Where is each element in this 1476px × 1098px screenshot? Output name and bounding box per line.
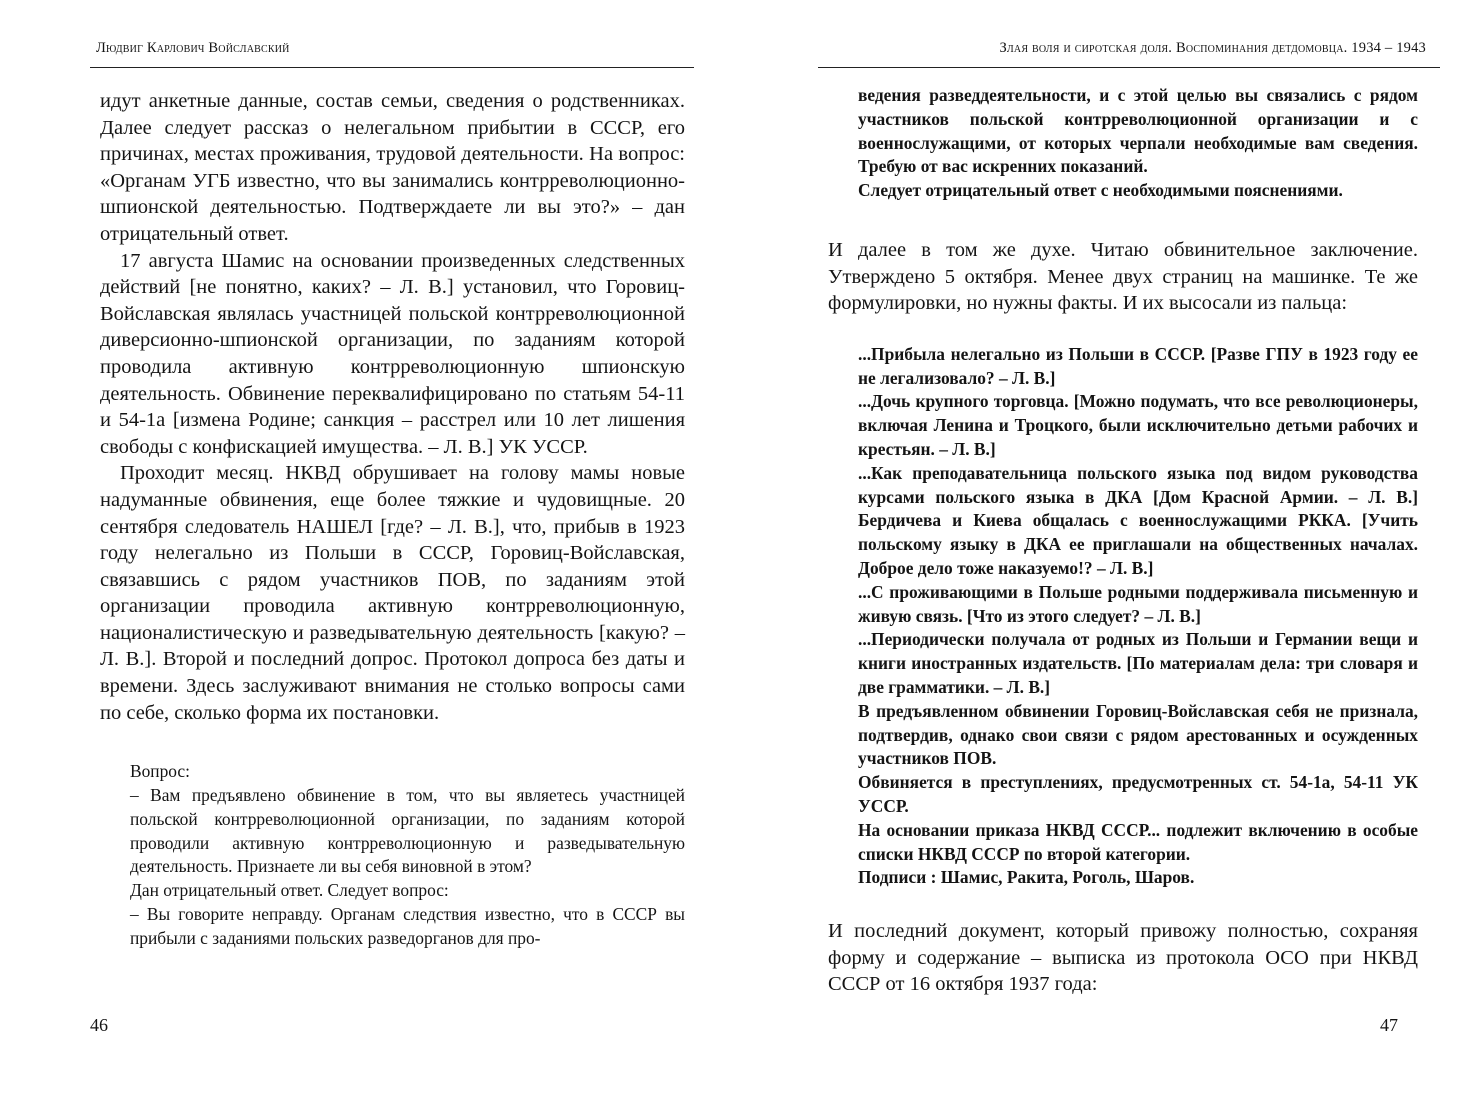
paragraph: 17 августа Шамис на основании произведенных следственных действий [не понятно, каких? – Л. В.] установил, что Горовиц-Войславская являлась участницей польской контрреволюционной диверсионно-шпионской организации, по заданиям которой проводила активную контрреволюционную шпионскую деятельность. Обвинение переквалифицировано по статьям 54-11 и 54-1а [измена Родине; санкция – расстрел или 10 лет лишения свободы с конфискацией имущества. – Л. В.] УК УССР. xyxy=(100,249,685,458)
paragraph: И далее в том же духе. Читаю обвинительное заключение. Утверждено 5 октября. Менее двух страниц на машинке. Те же формулировки, но нужны факты. И их высосали из пальца: xyxy=(828,238,1418,315)
header-rule xyxy=(90,67,694,68)
running-head-author: Людвиг Карлович Войславский xyxy=(96,40,290,56)
quote-line: ...Периодически получала от родных из Польши и Германии вещи и книги иностранных издательств. [По материалам дела: три словаря и две грамматики. – Л. В.] xyxy=(858,629,1418,697)
right-text-column xyxy=(828,84,1418,998)
quote-line: – Вы говорите неправду. Органам следствия известно, что в СССР вы прибыли с заданиями польских разведорганов для про- xyxy=(130,904,685,948)
page-number: 46 xyxy=(90,1015,108,1035)
quote-line: Обвиняется в преступлениях, предусмотренных ст. 54-1а, 54-11 УК УССР. xyxy=(858,772,1418,816)
quote-line: ...Как преподавательница польского языка под видом руководства курсами польского языка в ДКА [Дом Красной Армии. – Л. В.] Бердичева и Киева общалась с военнослужащими РККА. [Учить польскому языку в ДКА ее приглашали на общественных началах. Доброе дело тоже наказуемо!? – Л. В.] xyxy=(858,462,1418,578)
interrogation-quote xyxy=(130,760,685,950)
running-head-title: Злая воля и сиротская доля. Воспоминания детдомовца. 1934 – 1943 xyxy=(999,40,1426,56)
quote-line: На основании приказа НКВД СССР... подлежит включению в особые списки НКВД СССР по второй категории. xyxy=(858,819,1418,864)
quote-line: ...С проживающими в Польше родными поддерживала письменную и живую связь. [Что из этого следует? – Л. В.] xyxy=(858,581,1418,626)
quote-line: ведения разведдеятельности, и с этой целью вы связались с рядом участников польской контрреволюционной организации и с военнослужащими, от которых черпали необходимые вам сведения. Требую от вас искренних показаний. xyxy=(858,85,1418,177)
quote-line: В предъявленном обвинении Горовиц-Войславская себя не признала, подтвердив, однако свои связи с рядом арестованных и осужденных участников ПОВ. xyxy=(858,700,1418,769)
quote-line: – Вам предъявлено обвинение в том, что вы являетесь участницей польской контрреволюционной организации, по заданиям которой проводили активную контрреволюционную и разведывательную деятельность. Признаете ли вы себя виновной в этом? xyxy=(130,785,685,877)
quote-line: Подписи : Шамис, Ракита, Роголь, Шаров. xyxy=(858,867,1195,888)
page-number: 47 xyxy=(1380,1015,1398,1035)
left-text-column xyxy=(100,88,685,951)
quote-line: Вопрос: xyxy=(130,761,190,782)
header-rule xyxy=(818,67,1440,68)
paragraph: идут анкетные данные, состав семьи, сведения о родственниках. Далее следует рассказ о нелегальном прибытии в СССР, его причинах, местах проживания, трудовой деятельности. На вопрос: «Органам УГБ известно, что вы занимались контрреволюционно-шпионской деятельностью. Подтверждаете ли вы это?» – дан отрицательный ответ. xyxy=(100,90,685,245)
quote-line: ...Дочь крупного торговца. [Можно подумать, что все революционеры, включая Ленина и Троцкого, были исключительно детьми рабочих и крестьян. – Л. В.] xyxy=(858,391,1418,459)
interrogation-quote-continued xyxy=(858,84,1418,203)
indictment-quote xyxy=(858,343,1418,890)
paragraph: И последний документ, который привожу полностью, сохраняя форму и содержание – выписка из протокола ОСО при НКВД СССР от 16 октября 1937 года: xyxy=(828,920,1418,996)
quote-line: Следует отрицательный ответ с необходимыми пояснениями. xyxy=(858,180,1343,201)
quote-line: Дан отрицательный ответ. Следует вопрос: xyxy=(130,880,449,901)
quote-line: ...Прибыла нелегально из Польши в СССР. [Разве ГПУ в 1923 году ее не легализовало? – Л. В.] xyxy=(858,343,1418,388)
right-page xyxy=(738,0,1476,1098)
paragraph: Проходит месяц. НКВД обрушивает на голову мамы новые надуманные обвинения, еще более тяжкие и чудовищные. 20 сентября следователь НАШЕЛ [где? – Л. В.], что, прибыв в 1923 году нелегально из Польши в СССР, Горовиц-Войславская, связавшись с рядом участников ПОВ, по заданиям этой организации проводила активную контрреволюционную, националистическую и разведывательную деятельность [какую? – Л. В.]. Второй и последний допрос. Протокол допроса без даты и времени. Здесь заслуживают внимания не столько вопросы сами по себе, сколько форма их постановки. xyxy=(100,462,685,724)
